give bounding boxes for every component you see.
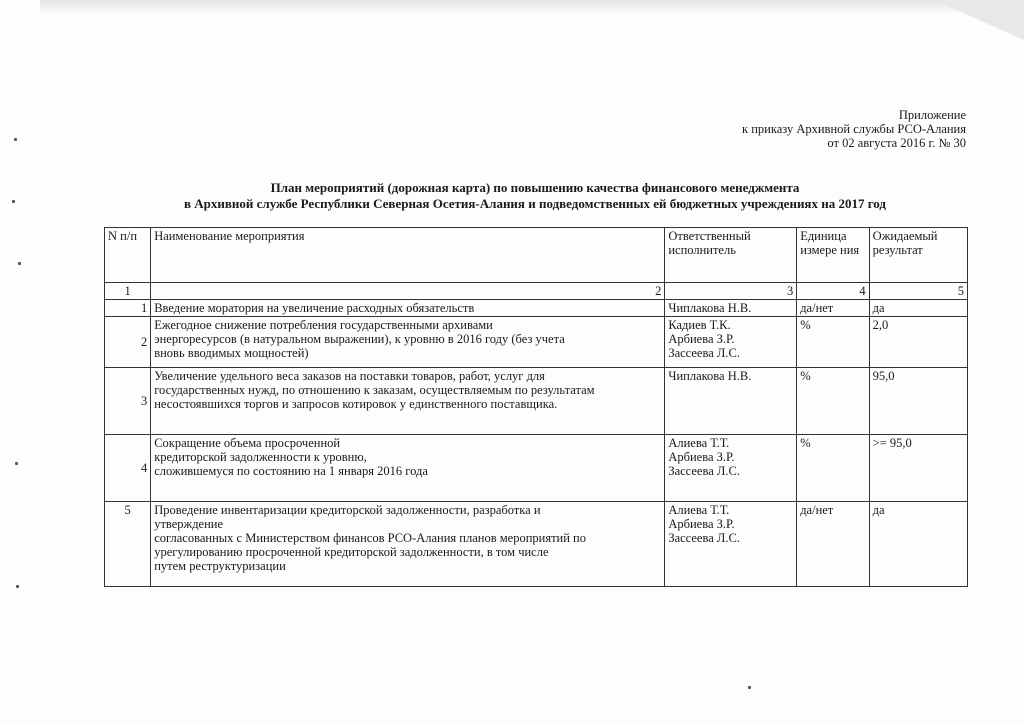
- header-result: Ожидаемый результат: [869, 228, 967, 283]
- header-num: N п/п: [105, 228, 151, 283]
- column-number: 1: [105, 283, 151, 300]
- row-result: 95,0: [869, 368, 967, 435]
- appendix-block: [742, 108, 966, 150]
- row-num: 4: [105, 435, 151, 502]
- row-unit: %: [797, 368, 869, 435]
- row-name: Увеличение удельного веса заказов на поставки товаров, работ, услуг для государственных нужд, по отношению к заказам, осуществляемым по результатам несостоявшихся торгов и запросов котировок у единственного поставщика.: [151, 368, 665, 435]
- row-num: 1: [105, 300, 151, 317]
- row-result: да: [869, 300, 967, 317]
- table-row: [105, 300, 968, 317]
- row-executor: Алиева Т.Т. Арбиева З.Р. Зассеева Л.С.: [665, 435, 797, 502]
- row-executor: Чиплакова Н.В.: [665, 368, 797, 435]
- scan-speck: [14, 138, 17, 141]
- scan-speck: [748, 686, 751, 689]
- row-name: Сокращение объема просроченной кредиторской задолженности к уровню, сложившемуся по состоянию на 1 января 2016 года: [151, 435, 665, 502]
- row-unit: %: [797, 317, 869, 368]
- row-num: 5: [105, 502, 151, 587]
- scan-speck: [18, 262, 21, 265]
- row-executor: Кадиев Т.К. Арбиева З.Р. Зассеева Л.С.: [665, 317, 797, 368]
- scan-speck: [15, 462, 18, 465]
- row-executor: Алиева Т.Т. Арбиева З.Р. Зассеева Л.С.: [665, 502, 797, 587]
- column-number: 5: [869, 283, 967, 300]
- row-name: Проведение инвентаризации кредиторской задолженности, разработка и утверждение согласованных с Министерством финансов РСО-Алания планов мероприятий по урегулированию просроченной кредиторской задолженности, в том числе путем реструктуризации: [151, 502, 665, 587]
- row-result: 2,0: [869, 317, 967, 368]
- header-executor: Ответственный исполнитель: [665, 228, 797, 283]
- folded-corner: [934, 0, 1024, 40]
- scan-speck: [12, 200, 15, 203]
- plan-table: [104, 227, 968, 587]
- column-number: 4: [797, 283, 869, 300]
- row-unit: да/нет: [797, 300, 869, 317]
- title-line: План мероприятий (дорожная карта) по повышению качества финансового менеджмента: [270, 180, 800, 195]
- table-row: [105, 317, 968, 368]
- appendix-line: от 02 августа 2016 г. № 30: [827, 136, 966, 150]
- document-title: [100, 180, 970, 212]
- row-unit: да/нет: [797, 502, 869, 587]
- header-name: Наименование мероприятия: [151, 228, 665, 283]
- table-header-row: [105, 228, 968, 283]
- row-unit: %: [797, 435, 869, 502]
- row-result: да: [869, 502, 967, 587]
- table-row: [105, 502, 968, 587]
- scan-shadow: [40, 0, 980, 14]
- row-executor: Чиплакова Н.В.: [665, 300, 797, 317]
- column-number-row: [105, 283, 968, 300]
- table-row: [105, 368, 968, 435]
- column-number: 2: [151, 283, 665, 300]
- appendix-line: к приказу Архивной службы РСО-Алания: [742, 122, 966, 136]
- appendix-line: Приложение: [898, 108, 966, 122]
- row-num: 3: [105, 368, 151, 435]
- column-number: 3: [665, 283, 797, 300]
- scan-speck: [16, 585, 19, 588]
- row-name: Ежегодное снижение потребления государственными архивами энергоресурсов (в натуральном выражении), к уровню в 2016 году (без учета вновь вводимых мощностей): [151, 317, 665, 368]
- table-row: [105, 435, 968, 502]
- row-name: Введение моратория на увеличение расходных обязательств: [151, 300, 665, 317]
- row-result: >= 95,0: [869, 435, 967, 502]
- title-line: в Архивной службе Республики Северная Осетия-Алания и подведомственных ей бюджетных учреждениях на 2017 год: [184, 196, 886, 211]
- row-num: 2: [105, 317, 151, 368]
- header-unit: Единица измере ния: [797, 228, 869, 283]
